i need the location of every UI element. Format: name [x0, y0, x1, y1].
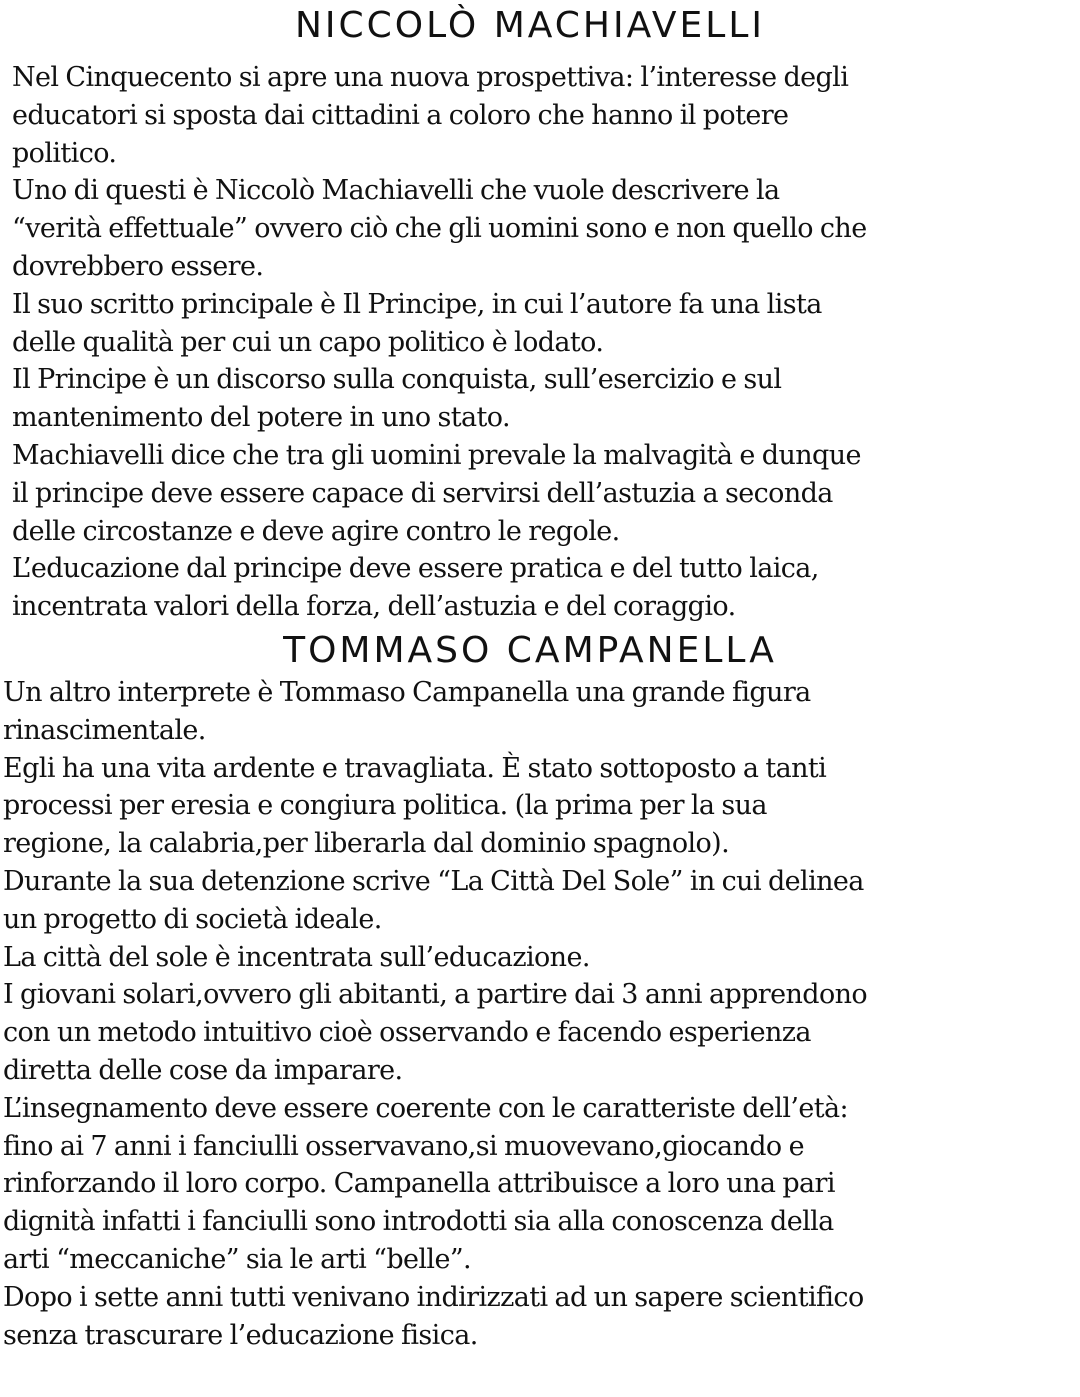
text-line: rinforzando il loro corpo. Campanella attribuisce a loro una pari	[3, 1168, 835, 1200]
text-line: mantenimento del potere in uno stato.	[12, 402, 510, 434]
text-line: Uno di questi è Niccolò Machiavelli che vuole descrivere la	[12, 175, 780, 207]
text-line: Machiavelli dice che tra gli uomini prevale la malvagità e dunque	[12, 439, 861, 471]
text-line: diretta delle cose da imparare.	[3, 1054, 403, 1086]
text-line: L’insegnamento deve essere coerente con le caratteriste dell’età:	[3, 1092, 848, 1124]
text-line: delle qualità per cui un capo politico è lodato.	[12, 326, 604, 358]
text-line: fino ai 7 anni i fanciulli osservavano,si muovevano,giocando e	[3, 1130, 804, 1162]
text-line: processi per eresia e congiura politica. (la prima per la sua	[3, 790, 767, 822]
text-line: Durante la sua detenzione scrive “La Città Del Sole” in cui delinea	[3, 865, 864, 897]
text-line: delle circostanze e deve agire contro le regole.	[12, 515, 620, 547]
section-text-machiavelli	[12, 59, 867, 626]
text-line: Il suo scritto principale è Il Principe, in cui l’autore fa una lista	[12, 288, 822, 320]
text-line: L’educazione dal principe deve essere pratica e del tutto laica,	[12, 553, 819, 585]
text-line: Un altro interprete è Tommaso Campanella una grande figura	[3, 677, 811, 708]
text-line: I giovani solari,ovvero gli abitanti, a partire dai 3 anni apprendono	[3, 979, 868, 1011]
text-line: con un metodo intuitivo cioè osservando e facendo esperienza	[3, 1017, 811, 1049]
text-line: politico.	[12, 137, 117, 169]
text-line: senza trascurare l’educazione fisica.	[3, 1319, 478, 1351]
text-line: Egli ha una vita ardente e travagliata. È stato sottoposto a tanti	[3, 752, 827, 784]
text-line: Il Principe è un discorso sulla conquista, sull’esercizio e sul	[12, 364, 782, 396]
text-line: Dopo i sette anni tutti venivano indirizzati ad un sapere scientifico	[3, 1281, 864, 1313]
text-line: dovrebbero essere.	[12, 250, 264, 282]
text-line: incentrata valori della forza, dell’astuzia e del coraggio.	[12, 591, 736, 623]
section-title-campanella: TOMMASO CAMPANELLA	[283, 630, 777, 671]
text-line: dignità infatti i fanciulli sono introdotti sia alla conoscenza della	[3, 1206, 834, 1238]
text-line: “verità effettuale” ovvero ciò che gli uomini sono e non quello che	[12, 213, 867, 245]
text-line: il principe deve essere capace di servirsi dell’astuzia a seconda	[12, 477, 833, 509]
text-line: Nel Cinquecento si apre una nuova prospettiva: l’interesse degli	[12, 62, 849, 93]
section-title-machiavelli: NICCOLÒ MACHIAVELLI	[294, 5, 765, 46]
text-line: rinascimentale.	[3, 714, 206, 746]
section-text-campanella	[3, 674, 867, 1354]
text-line: La città del sole è incentrata sull’educazione.	[3, 941, 590, 973]
text-line: regione, la calabria,per liberarla dal dominio spagnolo).	[3, 828, 730, 860]
text-line: un progetto di società ideale.	[3, 903, 382, 935]
text-line: arti “meccaniche” sia le arti “belle”.	[3, 1243, 472, 1275]
text-line: educatori si sposta dai cittadini a coloro che hanno il potere	[12, 99, 789, 131]
